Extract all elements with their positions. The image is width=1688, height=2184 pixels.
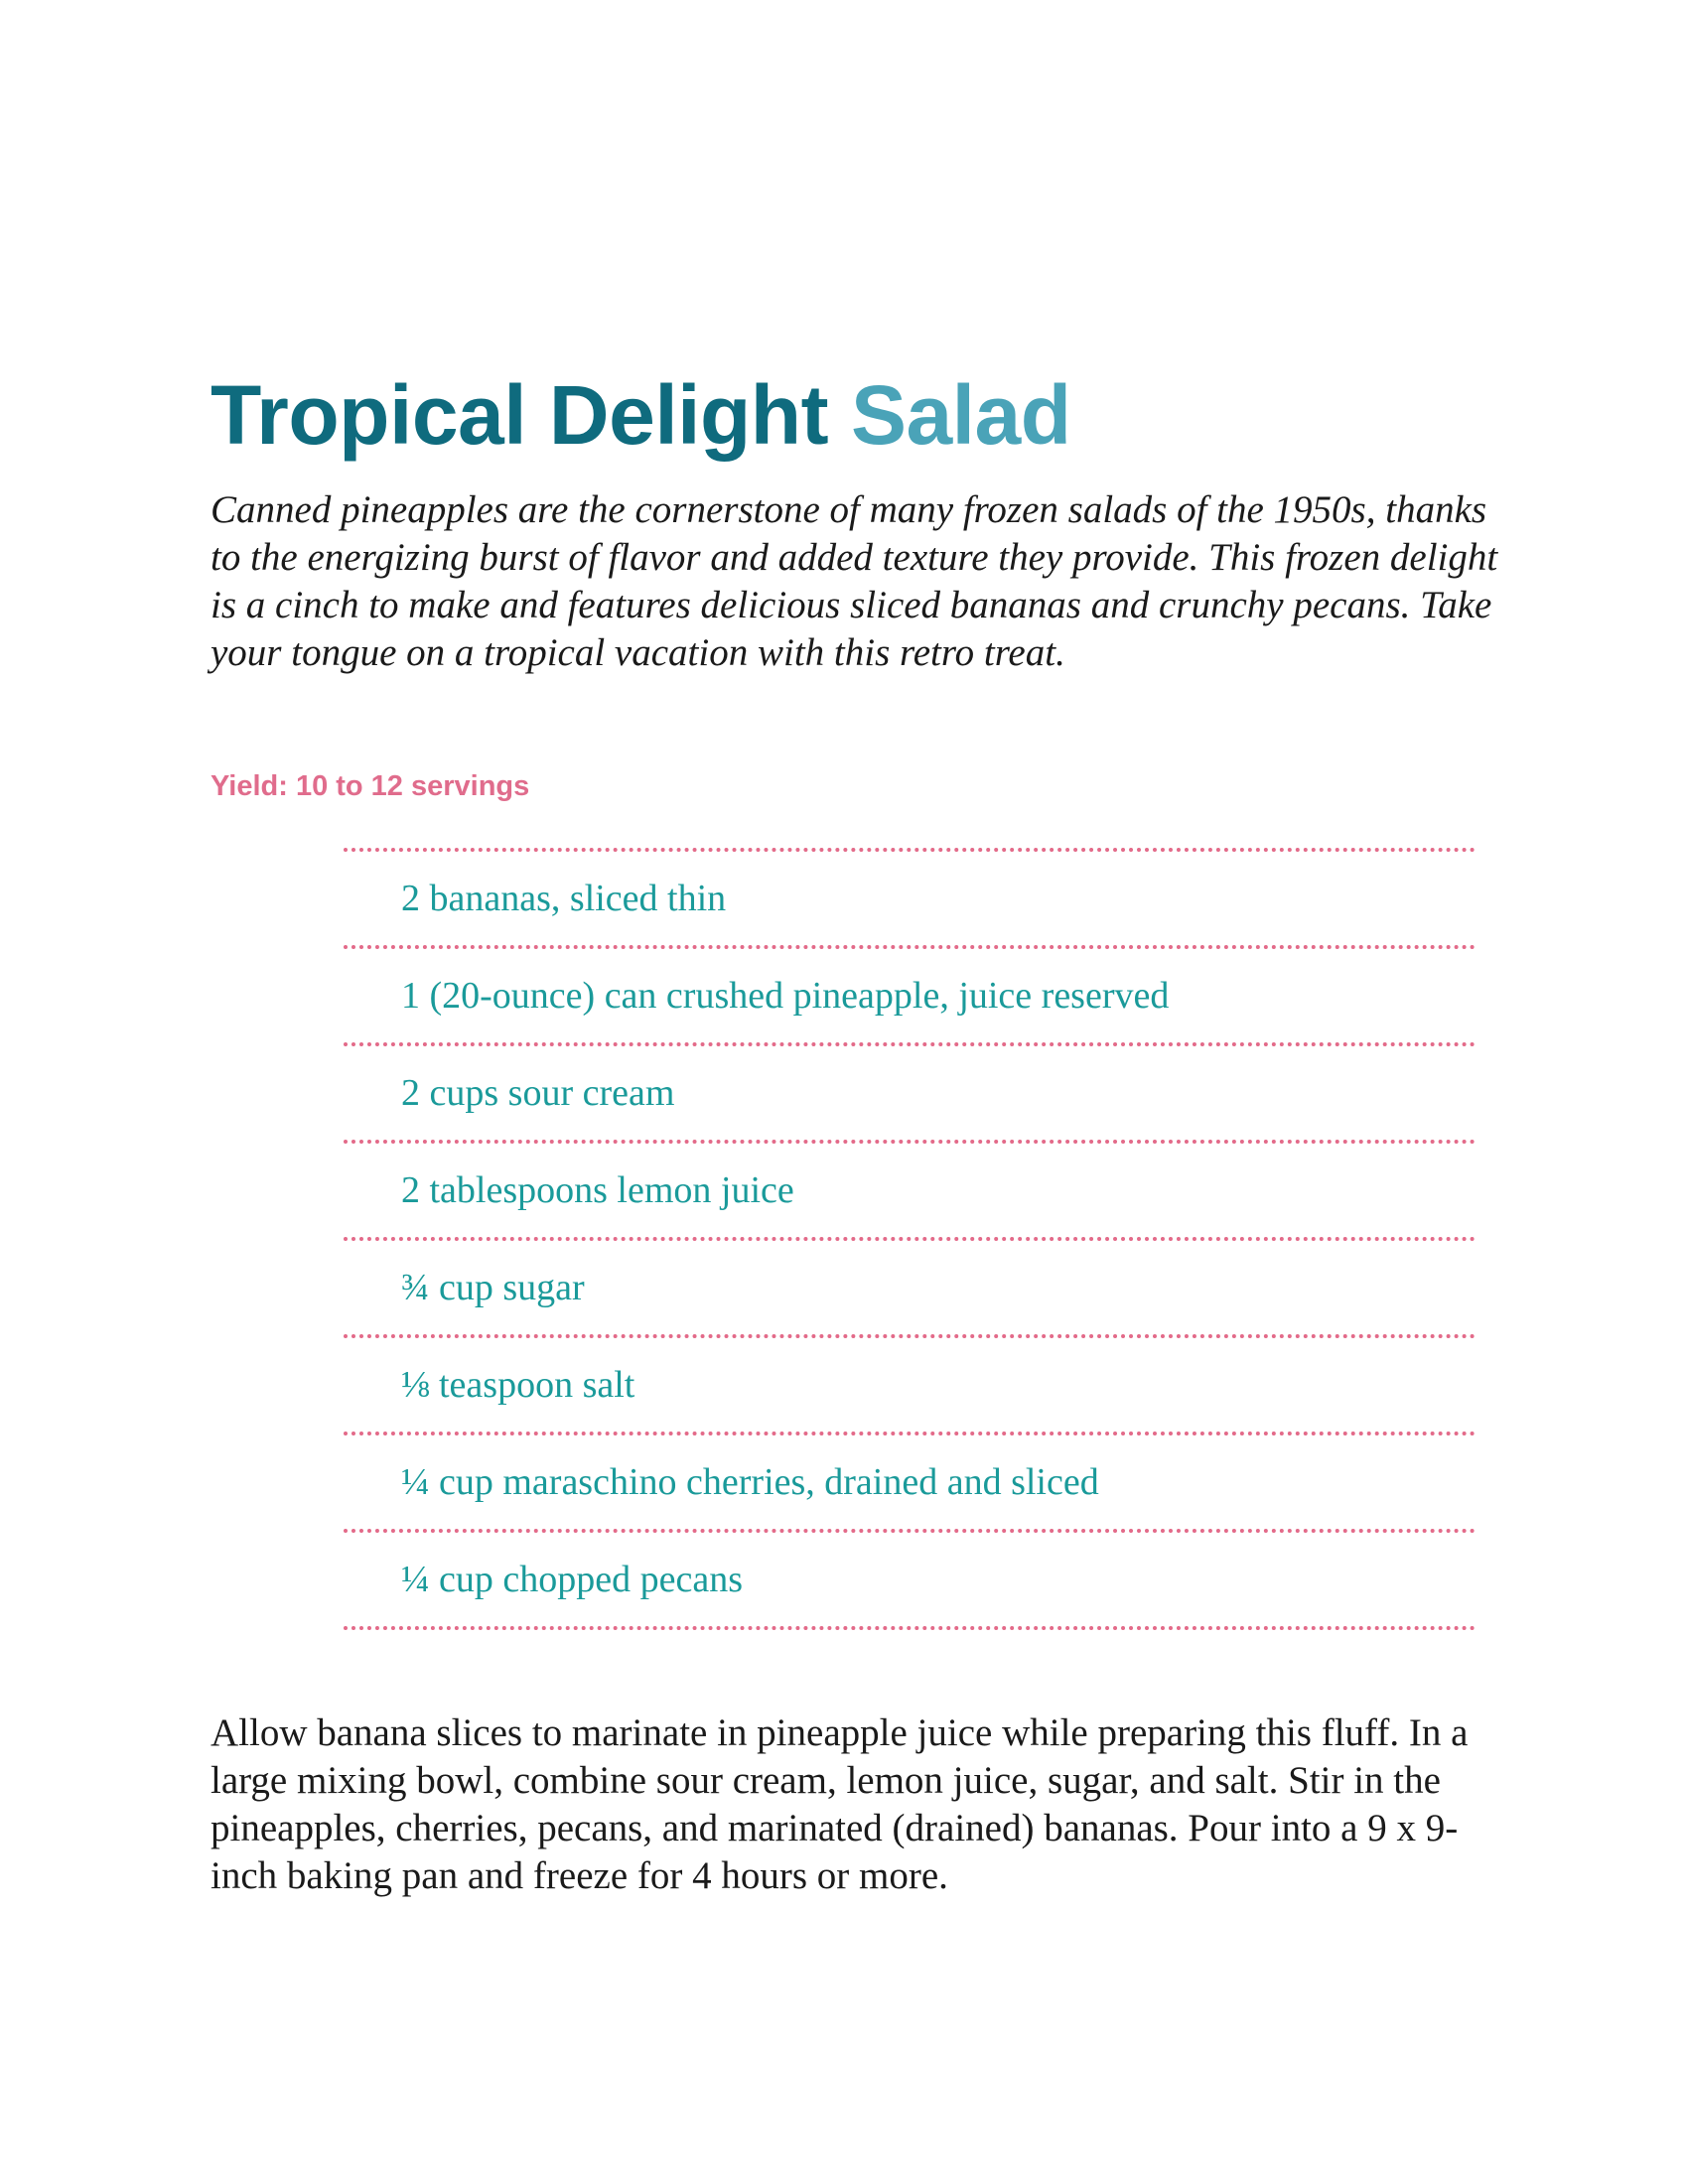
ingredient-item: 2 bananas, sliced thin xyxy=(344,852,1476,949)
recipe-title xyxy=(211,365,1071,465)
ingredient-list xyxy=(344,848,1476,1630)
ingredient-item: 2 cups sour cream xyxy=(344,1046,1476,1144)
ingredient-item: ¼ cup maraschino cherries, drained and sliced xyxy=(344,1435,1476,1533)
ingredient-item: 2 tablespoons lemon juice xyxy=(344,1144,1476,1241)
recipe-title-main: Tropical Delight xyxy=(211,368,829,462)
recipe-intro: Canned pineapples are the cornerstone of many frozen salads of the 1950s, thanks to the energizing burst of flavor and added texture they provide. This frozen delight is a cinch to make and features delicious sliced bananas and crunchy pecans. Take your tongue on a tropical vacation with this retro treat. xyxy=(211,488,1498,674)
recipe-directions: Allow banana slices to marinate in pineapple juice while preparing this fluff. In a large mixing bowl, combine sour cream, lemon juice, sugar, and salt. Stir in the pineapples, cherries, pecans, and marinated (drained) bananas. Pour into a 9 x 9-inch baking pan and freeze for 4 hours or more. xyxy=(211,1711,1469,1897)
ingredient-item: 1 (20-ounce) can crushed pineapple, juice reserved xyxy=(344,949,1476,1046)
ingredient-item: ¾ cup sugar xyxy=(344,1241,1476,1338)
ingredient-item: ⅛ teaspoon salt xyxy=(344,1338,1476,1435)
ingredient-item: ¼ cup chopped pecans xyxy=(344,1533,1476,1630)
recipe-yield: Yield: 10 to 12 servings xyxy=(211,770,530,802)
recipe-title-accent: Salad xyxy=(850,368,1071,462)
